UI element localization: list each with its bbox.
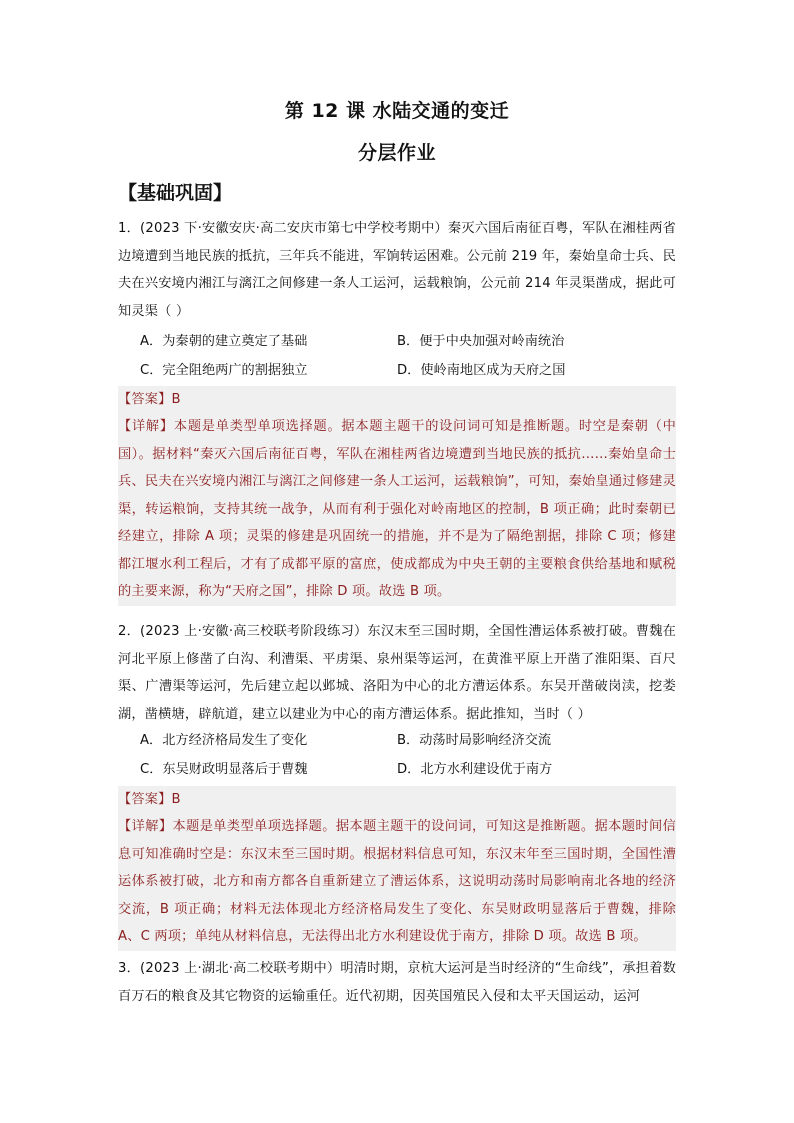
question-2-text: 2．(2023 上·安徽·高三校联考阶段练习）东汉末至三国时期，全国性漕运体系被打破。曹魏在河北平原上修凿了白沟、利漕渠、平虏渠、泉州渠等运河，在黄淮平原上开凿了淮阳渠、百尺渠、广漕渠等运河，先后建立起以邺城、洛阳为中心的北方漕运体系。东吴开凿破岗渎，挖娄湖，凿横塘，辟航道，建立以建业为中心的南方漕运体系。据此推知，当时（ ） [118, 624, 676, 722]
page-subtitle: 分层作业 [357, 142, 436, 164]
question-2-option-b: B．动荡时局影响经济交流 [397, 733, 552, 748]
section-heading: 【基础巩固】 [118, 182, 233, 204]
question-1-option-d: D．使岭南地区成为天府之国 [397, 363, 566, 378]
question-1-options [140, 327, 680, 385]
question-2-explanation [118, 813, 676, 951]
question-2-options [140, 726, 680, 784]
question-2-answer-text: 【答案】B [118, 792, 181, 807]
question-1-option-a: A．为秦朝的建立奠定了基础 [140, 334, 308, 349]
question-2-option-d: D．北方水利建设优于南方 [397, 762, 553, 777]
question-1-answer-text: 【答案】B [118, 392, 181, 407]
question-3-text: 3．(2023 上·湖北·高二校联考期中）明清时期，京杭大运河是当时经济的“生命线”，承担着数百万石的粮食及其它物资的运输重任。近代初期，因英国殖民入侵和太平天国运动，运河 [118, 961, 676, 1004]
question-1-option-c: C．完全阻绝两广的割据独立 [140, 363, 308, 378]
question-1-answer [118, 386, 676, 414]
question-1-text: 1．(2023 下·安徽安庆·高二安庆市第七中学校考期中）秦灭六国后南征百粤，军队在湘桂两省边境遭到当地民族的抵抗，三年兵不能进，军饷转运困难。公元前 219 年，秦始皇命士兵、民夫在兴安境内湘江与漓江之间修建一条人工运河，运载粮饷，公元前 214 年灵渠凿成，据此可知灵渠（ ） [118, 221, 676, 319]
question-2-explanation-text: 【详解】本题是单类型单项选择题。据本题主题干的设问词，可知这是推断题。据本题时间信息可知准确时空是：东汉末至三国时期。根据材料信息可知，东汉末年至三国时期，全国性漕运体系被打破，北方和南方都各自重新建立了漕运体系，这说明动荡时局影响南北各地的经济交流，B 项正确；材料无法体现北方经济格局发生了变化、东吴财政明显落后于曹魏，排除 A、C 两项；单纯从材料信息，无法得出北方水利建设优于南方，排除 D 项。故选 B 项。 [118, 819, 676, 944]
question-2-option-c: C．东吴财政明显落后于曹魏 [140, 762, 308, 777]
page-title: 第 12 课 水陆交通的变迁 [284, 100, 510, 122]
question-1-explanation [118, 413, 676, 606]
question-1-explanation-text: 【详解】本题是单类型单项选择题。据本题主题干的设问词可知是推断题。时空是秦朝（中国）。据材料“秦灭六国后南征百粤，军队在湘桂两省边境遭到当地民族的抵抗……秦始皇命士兵、民夫在兴安境内湘江与漓江之间修建一条人工运河，运载粮饷”，可知，秦始皇通过修建灵渠，转运粮饷，支持其统一战争，从而有利于强化对岭南地区的控制，B 项正确；此时秦朝已经建立，排除 A 项；灵渠的修建是巩固统一的措施，并不是为了隔绝割据，排除 C 项；修建都江堰水利工程后，才有了成都平原的富庶，使成都成为中央王朝的主要粮食供给基地和赋税的主要来源，称为“天府之国”，排除 D 项。故选 B 项。 [118, 419, 676, 599]
question-1-option-b: B．便于中央加强对岭南统治 [397, 334, 565, 349]
question-2-answer [118, 786, 676, 814]
question-2-option-a: A．北方经济格局发生了变化 [140, 733, 308, 748]
